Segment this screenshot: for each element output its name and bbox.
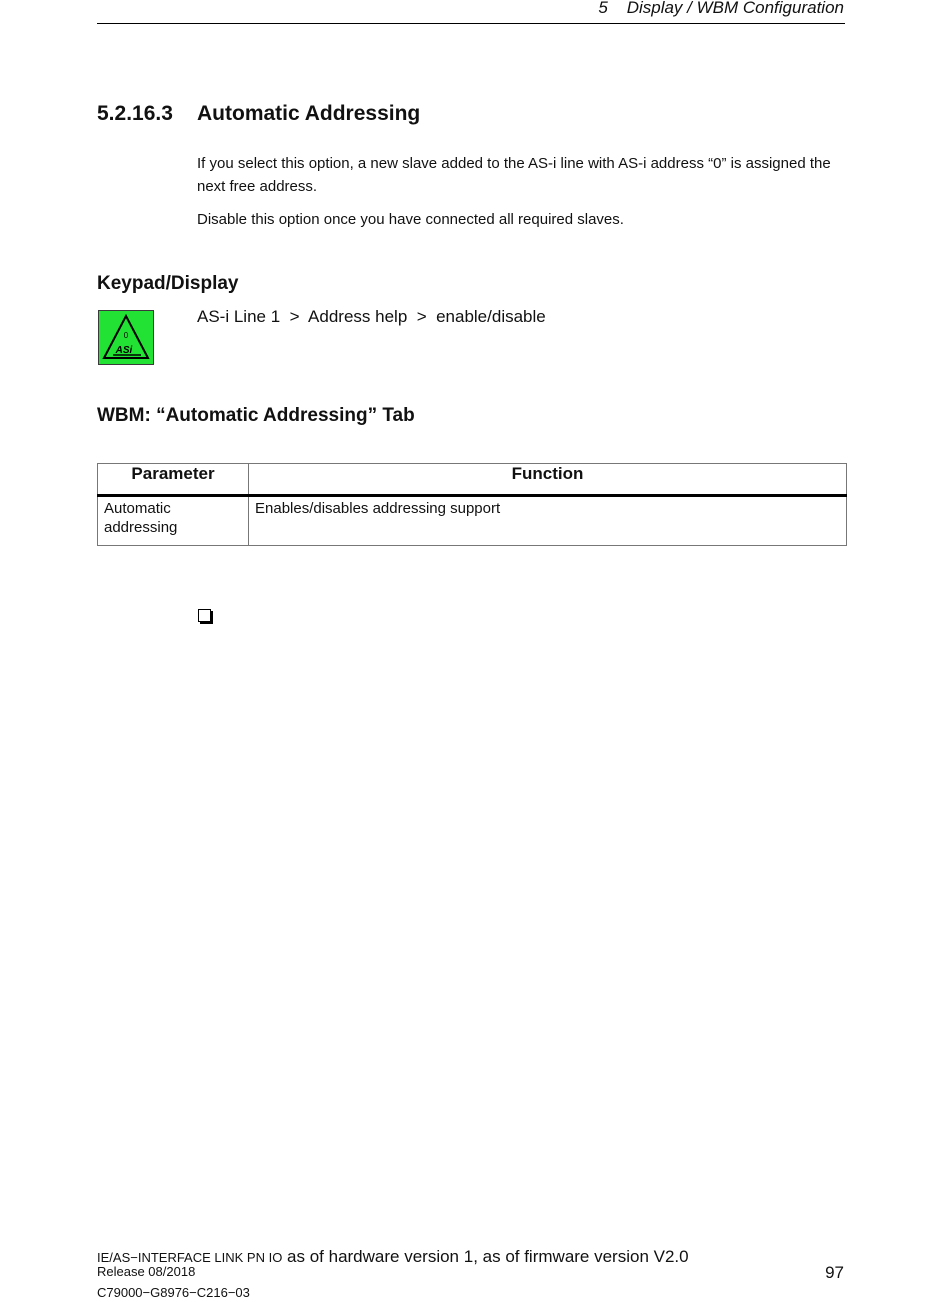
parameter-table — [97, 463, 847, 546]
menu-navigation-path: AS-i Line 1 > Address help > enable/disable — [197, 307, 546, 326]
footer-product-name: IE/AS−INTERFACE LINK PN IO — [97, 1250, 283, 1265]
keypad-display-heading: Keypad/Display — [97, 273, 239, 294]
footer-document-code: C79000−G8976−C216−03 — [97, 1285, 250, 1300]
footer-version-info: as of hardware version 1, as of firmware version V2.0 — [282, 1247, 689, 1266]
table-cell-function: Enables/disables addressing support — [249, 496, 847, 546]
icon-digit: 0 — [123, 331, 129, 340]
header-chapter-title: 5 Display / WBM Configuration — [598, 0, 844, 17]
table-header-parameter: Parameter — [98, 464, 249, 496]
paragraph-description: If you select this option, a new slave added to the AS-i line with AS-i address “0” is assigned the next free address. — [197, 155, 831, 195]
paragraph-instruction: Disable this option once you have connected all required slaves. — [197, 211, 624, 228]
table-header-function: Function — [249, 464, 847, 496]
section-number: 5.2.16.3 — [97, 102, 173, 125]
header-divider — [97, 23, 845, 24]
table-row — [98, 496, 847, 546]
footer-release: Release 08/2018 — [97, 1264, 196, 1279]
wbm-tab-heading: WBM: “Automatic Addressing” Tab — [97, 405, 415, 426]
icon-logo-text: ASi — [115, 345, 133, 356]
page-number: 97 — [825, 1263, 844, 1282]
section-title: Automatic Addressing — [197, 102, 421, 125]
table-cell-parameter: Automatic addressing — [98, 496, 249, 546]
as-i-address-icon — [98, 310, 154, 365]
checkbox-square-icon — [198, 609, 211, 622]
